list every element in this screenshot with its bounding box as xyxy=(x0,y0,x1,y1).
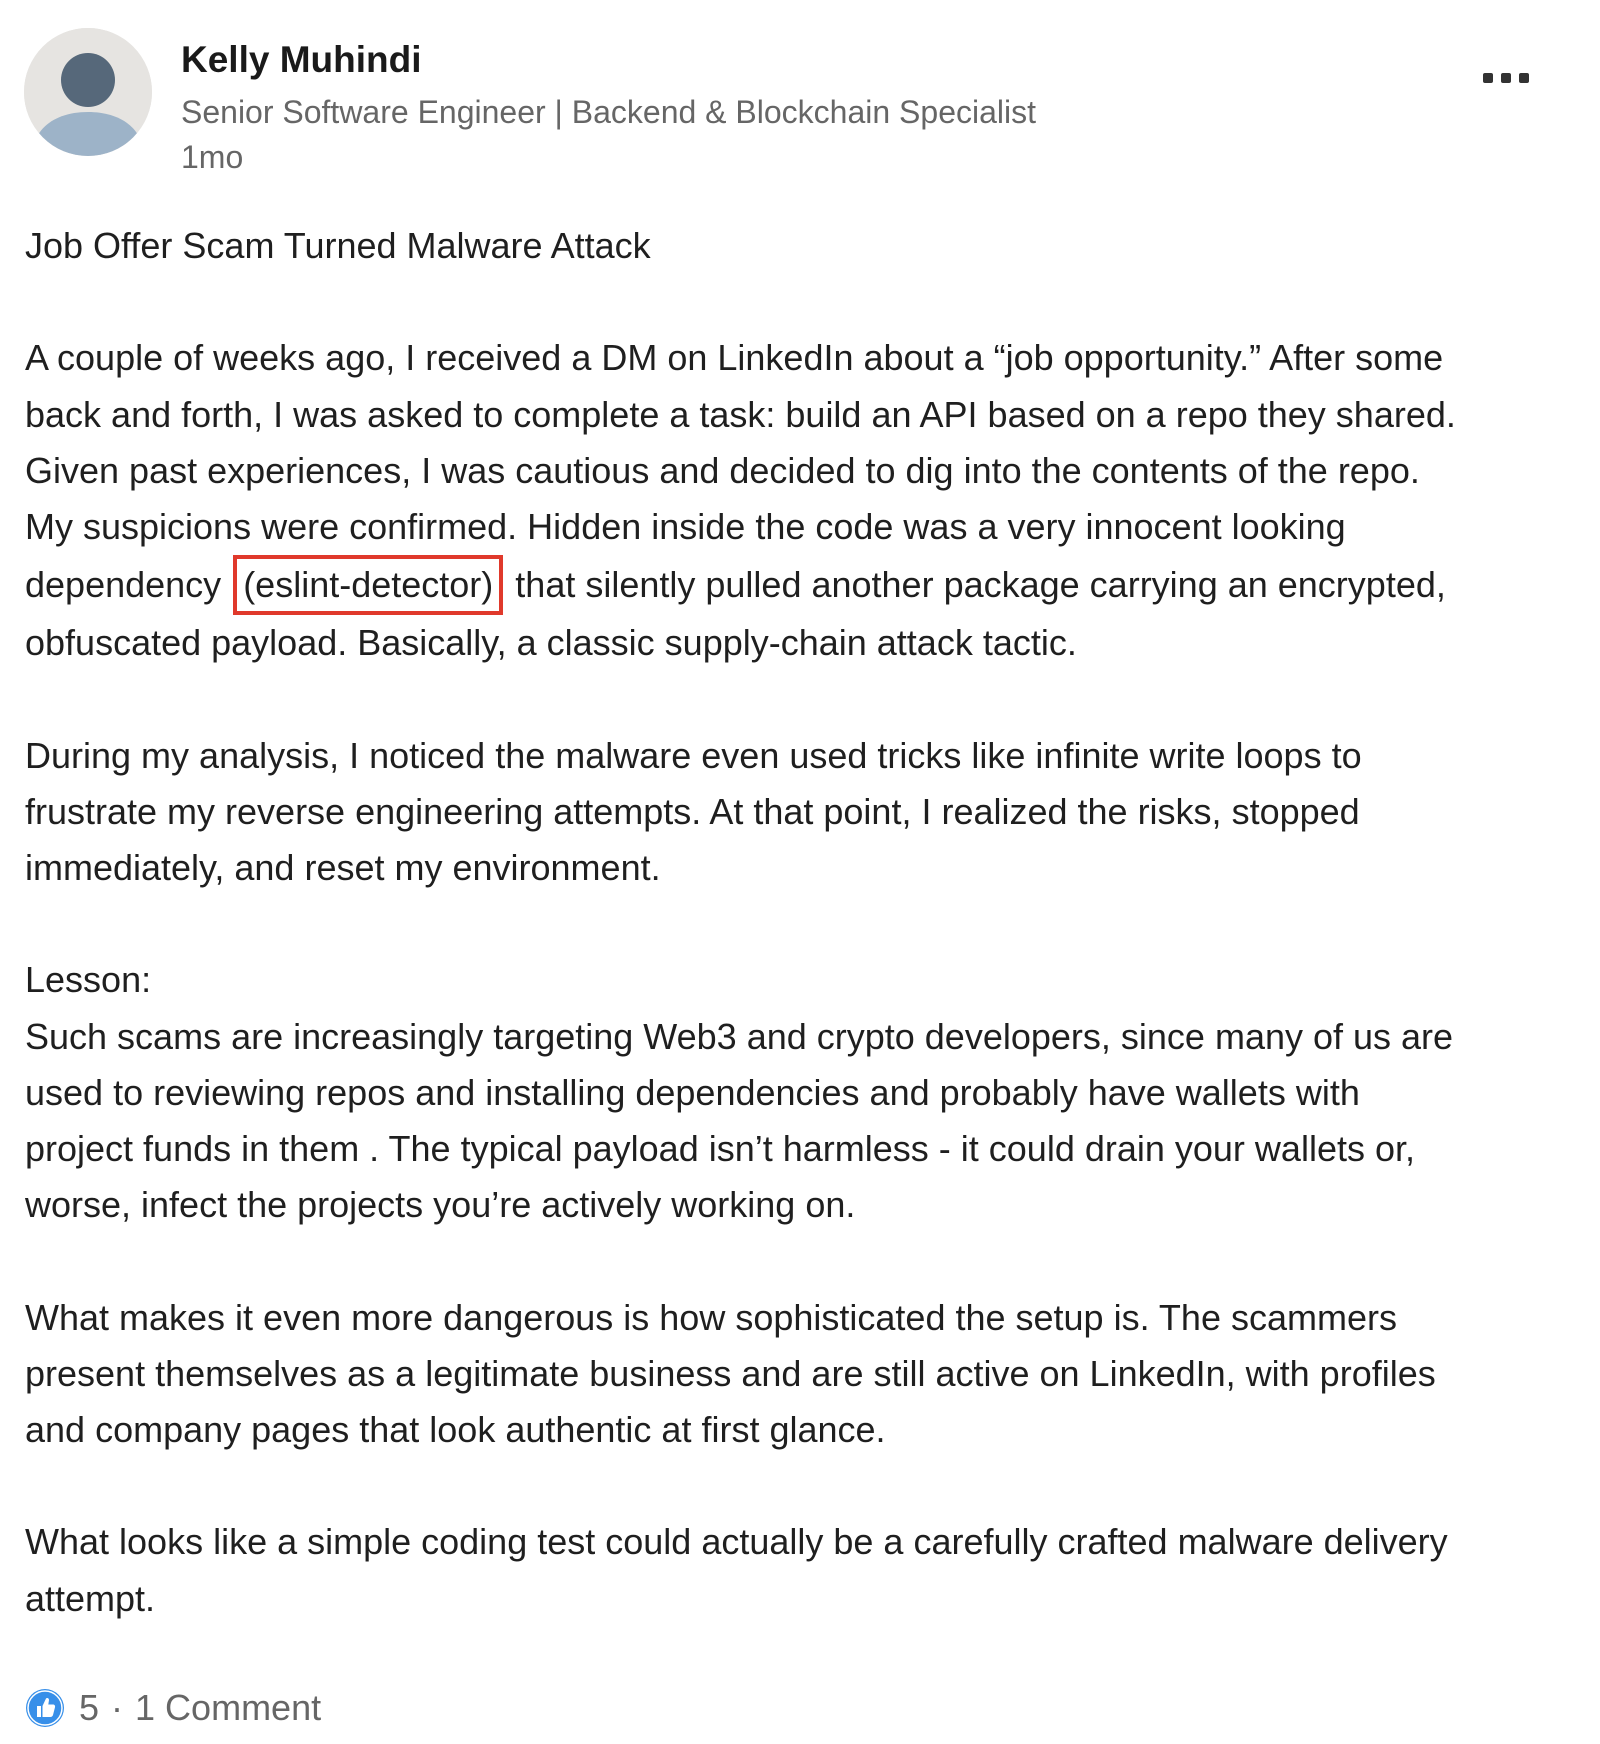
separator-dot: · xyxy=(111,1687,124,1728)
highlighted-package-name: (eslint-detector) xyxy=(233,555,503,615)
post-line: What looks like a simple coding test could actually be a carefully crafted malware delivery xyxy=(25,1521,1448,1563)
post-title: Job Offer Scam Turned Malware Attack xyxy=(25,225,651,266)
post-line: attempt. xyxy=(25,1577,156,1619)
post-line: During my analysis, I noticed the malware even used tricks like infinite write loops to xyxy=(25,734,1362,776)
post-line xyxy=(25,555,1585,615)
post-line: immediately, and reset my environment. xyxy=(25,847,661,888)
post-line: worse, infect the projects you’re actively working on. xyxy=(25,1184,856,1226)
post-line: back and forth, I was asked to complete a task: build an API based on a repo they shared. xyxy=(25,393,1456,435)
more-horizontal-icon xyxy=(1483,73,1493,83)
comment-count[interactable]: 1 Comment xyxy=(135,1687,322,1728)
post-body xyxy=(25,218,1585,1627)
post-line: frustrate my reverse engineering attempts. At that point, I realized the risks, stopped xyxy=(25,790,1360,832)
post-line: My suspicions were confirmed. Hidden inside the code was a very innocent looking xyxy=(25,506,1346,547)
avatar[interactable] xyxy=(24,28,152,156)
author-info xyxy=(181,32,1036,178)
author-headline: Senior Software Engineer | Backend & Blockchain Specialist xyxy=(181,94,1036,130)
lesson-label: Lesson: xyxy=(25,959,152,1001)
post-line: project funds in them . The typical payload isn’t harmless - it could drain your wallets or, xyxy=(25,1128,1415,1169)
post-line: and company pages that look authentic at first glance. xyxy=(25,1409,886,1450)
more-options-button[interactable] xyxy=(1466,56,1546,100)
reaction-count[interactable]: 5 xyxy=(79,1687,100,1728)
post-line: obfuscated payload. Basically, a classic supply-chain attack tactic. xyxy=(25,622,1077,664)
post-line: What makes it even more dangerous is how sophisticated the setup is. The scammers xyxy=(25,1296,1397,1338)
default-avatar-icon xyxy=(24,28,152,156)
post-timestamp: 1mo xyxy=(181,139,244,175)
post-text: that silently pulled another package carrying an encrypted, xyxy=(515,564,1446,606)
post-text: dependency xyxy=(25,564,222,606)
post-line: used to reviewing repos and installing dependencies and probably have wallets with xyxy=(25,1071,1360,1113)
social-counts xyxy=(25,1683,321,1733)
author-name[interactable]: Kelly Muhindi xyxy=(181,39,422,80)
post-line: Such scams are increasingly targeting Web3 and crypto developers, since many of us are xyxy=(25,1015,1454,1057)
like-icon xyxy=(25,1688,65,1728)
more-horizontal-icon xyxy=(1501,73,1511,83)
post-line: Given past experiences, I was cautious and decided to dig into the contents of the repo. xyxy=(25,449,1420,491)
more-horizontal-icon xyxy=(1519,73,1529,83)
post-line: present themselves as a legitimate business and are still active on LinkedIn, with profiles xyxy=(25,1352,1436,1394)
post-line: A couple of weeks ago, I received a DM on LinkedIn about a “job opportunity.” After some xyxy=(25,337,1444,379)
